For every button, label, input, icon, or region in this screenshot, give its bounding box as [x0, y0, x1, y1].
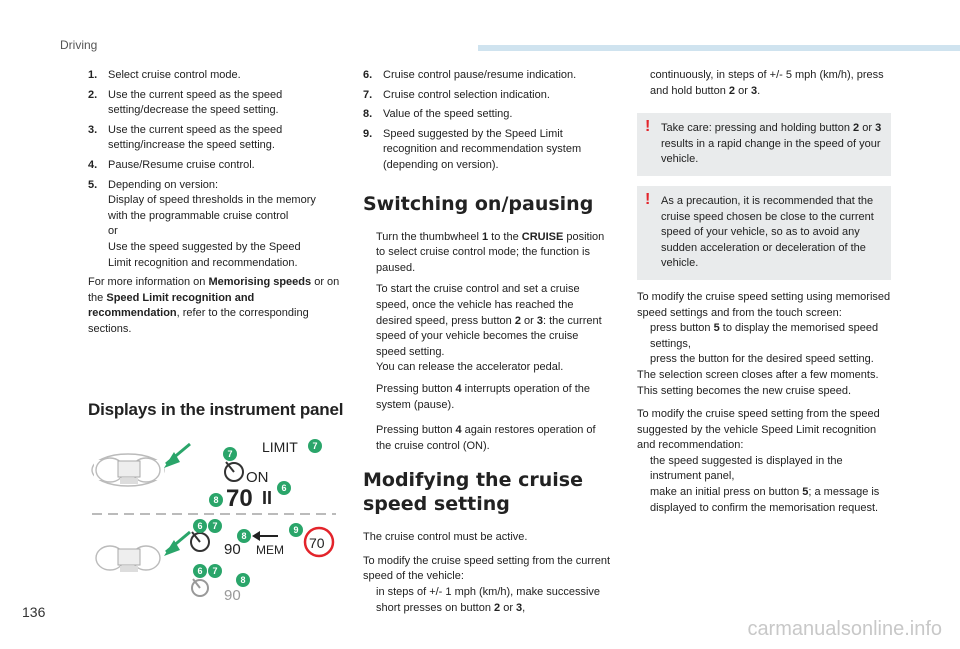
sign-value: 70: [309, 535, 325, 551]
callout: 9: [293, 525, 299, 535]
displays-heading: Displays in the instrument panel: [88, 400, 344, 419]
list-item: 1. Select cruise control mode.: [88, 69, 241, 81]
section-header: Driving: [60, 38, 98, 52]
warning-box: ! As a precaution, it is recommended that the cruise speed chosen be close to the current speed of your vehicle, so as to avoid any sudden acceleration or deceleration of the vehicle.: [637, 186, 891, 280]
callout: 6: [281, 483, 287, 493]
list-item: continuously, in steps of +/- 5 mph (km/h), press and hold button 2 or 3.: [637, 68, 891, 99]
callout: 7: [212, 566, 218, 576]
paragraph: The selection screen closes after a few moments. This setting becomes the new cruise speed.: [637, 368, 879, 397]
header-accent-bar: [478, 45, 960, 51]
bullet-icon: [363, 230, 376, 277]
legend-list-1: [88, 68, 343, 271]
bullet-icon: [637, 352, 650, 368]
list-item: make an initial press on button 5; a message is displayed to confirm the memorisation request.: [637, 485, 891, 516]
bullet-icon: [363, 282, 376, 376]
mem-label: MEM: [256, 543, 284, 557]
bullet-icon: [363, 382, 376, 413]
speed-value: 70: [226, 485, 253, 512]
callout: 7: [212, 521, 218, 531]
speed-value: 90: [224, 587, 241, 604]
switching-heading: Switching on/pausing: [363, 192, 594, 215]
warning-icon: !: [645, 190, 651, 208]
bullet-icon: [363, 585, 376, 616]
legend-list-2: [363, 68, 611, 174]
more-info-paragraph: For more information on Memorising speeds or on the Speed Limit recognition and recommendation, refer to the corresponding sections.: [88, 276, 340, 335]
bullet-icon: [363, 423, 376, 454]
callout: 7: [227, 449, 233, 459]
list-item: the speed suggested is displayed in the instrument panel,: [637, 454, 891, 485]
bullet-icon: [637, 454, 650, 485]
paragraph: To modify the cruise speed setting using memorised speed settings and from the touch screen:: [637, 290, 891, 319]
list-item: 6. Cruise control pause/resume indication.: [363, 69, 577, 81]
speedometer-icon: [225, 462, 243, 481]
list-item: 2. Use the current speed as the speed setting/decrease the speed setting.: [88, 88, 283, 117]
cluster-icon-top: [92, 454, 164, 486]
instrument-panel-figure: [88, 432, 340, 608]
paragraph: The cruise control must be active.: [363, 531, 528, 544]
callout: 8: [240, 575, 246, 585]
bullet-icon: [637, 68, 650, 99]
callout: 7: [312, 441, 318, 451]
list-item: 9. Speed suggested by the Speed Limit recognition and recommendation system (depending on version).: [363, 127, 582, 171]
column-1: [88, 68, 343, 346]
callout: 8: [241, 531, 247, 541]
page-number: 136: [22, 604, 46, 620]
on-text: ON: [246, 469, 269, 486]
list-item: 3. Use the current speed as the speed setting/increase the speed setting.: [88, 123, 283, 152]
bullet-icon: [637, 321, 650, 352]
list-item: in steps of +/- 1 mph (km/h), make successive short presses on button 2 or 3,: [363, 585, 611, 616]
pause-icon: II: [262, 488, 273, 508]
column-3: [637, 68, 891, 522]
list-item: Pressing button 4 interrupts operation of the system (pause).: [363, 382, 611, 413]
callout: 6: [197, 566, 203, 576]
list-item: press button 5 to display the memorised speed settings,: [637, 321, 891, 352]
list-item: 5. Depending on version: Display of speed thresholds in the memory with the programmable cruise control or Use the speed suggested by the Speed Limit recognition and recommendation.: [88, 178, 316, 269]
callout: 6: [197, 521, 203, 531]
list-item: press the button for the desired speed setting.: [637, 352, 891, 368]
list-item: Turn the thumbwheel 1 to the CRUISE position to select cruise control mode; the function is paused.: [363, 230, 611, 277]
speedometer-icon: [192, 579, 208, 596]
column-2: [363, 68, 611, 622]
list-item: To start the cruise control and set a cruise speed, once the vehicle has reached the desired speed, press button 2 or 3: the current speed of your vehicle becomes the cruise speed setting. You can release the accelerator pedal.: [363, 282, 611, 376]
warning-box: ! Take care: pressing and holding button 2 or 3 results in a rapid change in the speed of your vehicle.: [637, 113, 891, 176]
limit-text: LIMIT: [262, 439, 298, 455]
paragraph: To modify the cruise speed setting from the speed suggested by the vehicle Speed Limit recognition and recommendation:: [637, 408, 880, 452]
watermark: carmanualsonline.info: [747, 618, 942, 640]
speed-value: 90: [224, 541, 241, 558]
list-item: 8. Value of the speed setting.: [363, 108, 513, 121]
modifying-heading: Modifying the cruise speed setting: [363, 469, 583, 516]
list-item: 7. Cruise control selection indication.: [363, 88, 550, 101]
bullet-icon: [637, 485, 650, 516]
cluster-icon-bottom: [96, 546, 160, 572]
callout: 8: [213, 495, 219, 505]
warning-icon: !: [645, 118, 651, 136]
list-item: Pressing button 4 again restores operation of the cruise control (ON).: [363, 423, 611, 454]
paragraph: To modify the cruise speed setting from the current speed of the vehicle:: [363, 554, 611, 583]
list-item: 4. Pause/Resume cruise control.: [88, 158, 255, 171]
speedometer-icon: [191, 532, 209, 551]
